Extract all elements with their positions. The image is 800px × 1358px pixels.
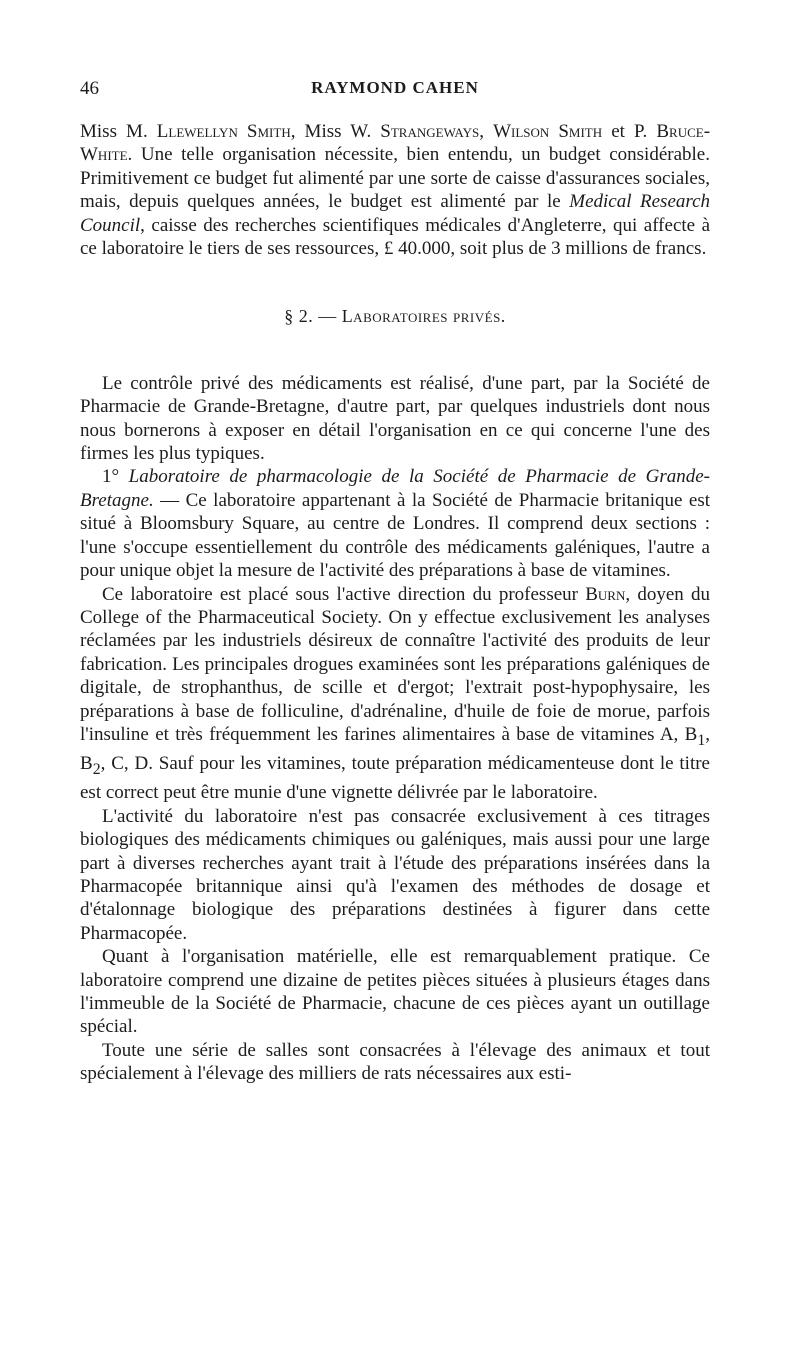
subscript: 1 [697,731,706,749]
text-run: , B [80,723,710,775]
text-run: , doyen du College of the Pharmaceutical Society. On y effectue exclusivement les analyses réclamées par les industriels désireux de connaître l'activité des produits de leur fabrication. Les principales drogues examinées sont les préparations galéniques de digitale, de strophanthus, de scille et d'ergot; l'extrait post-hypophysaire, les préparations à base de folliculine, d'adrénaline, d'huile de foie de morue, parfois l'insuline et très fréquemment les farines alimentaires à base de vitamines A, B [80,583,710,745]
author-name: Burn [585,583,626,605]
section-number: § 2. — [284,306,342,327]
text-run: , [479,121,494,142]
body-text [80,120,710,1086]
text-run: — Ce laboratoire appartenant à la Société de Pharmacie britanique est situé à Bloomsbury Square, au centre de Londres. Il comprend deux sections : l'une s'occupe essentiellement du contrôle des médicaments galéniques, l'autre a pour unique objet la mesure de l'activité des préparations à base de vitamines. [80,489,710,582]
running-title: RAYMOND CAHEN [311,78,479,97]
author-name: Llewellyn Smith [156,121,291,142]
paragraph: Quant à l'organisation matérielle, elle est remarquablement pratique. Ce laboratoire comprend une dizaine de petites pièces situées à plusieurs étages dans l'immeuble de la Société de Pharmacie, chacune de ces pièces ayant un outillage spécial. [80,946,710,1038]
subsection-title: Laboratoire de pharmacologie de la Société de Pharmacie de Grande-Bretagne. [80,466,710,511]
section-title: Laboratoires privés. [341,306,506,327]
paragraph: L'activité du laboratoire n'est pas consacrée exclusivement à ces titrages biologiques des médicaments chimiques ou galéniques, mais aussi pour une large part à diverses recherches ayant trait à l'étude des préparations insérées dans la Pharmacopée britannique ainsi qu'à l'examen des méthodes de dosage et d'étalonnage biologique des préparations destinées à figurer dans cette Pharmacopée. [80,805,710,944]
paragraph [80,583,710,805]
text-run: . Une telle organisation nécessite, bien entendu, un budget considérable. Primitivement ce budget fut alimenté par une sorte de caisse d'assurances sociales, mais, depuis quelques années, le budget est alimenté par le [80,144,710,213]
text-run: Miss M. [80,121,157,142]
text-run: , C, D. Sauf pour les vitamines, toute préparation médicamenteuse dont le titre est correct peut être munie d'une vignette délivrée par le laboratoire. [80,753,710,804]
page-header [80,78,710,108]
item-number: 1° [102,466,129,488]
text-run: , Miss W. [290,121,381,142]
paragraph [80,465,710,582]
paragraph-continuation [80,120,710,260]
author-name: Wilson Smith [493,121,603,142]
author-name: Strangeways [380,121,480,142]
author-name: Bruce-White [80,121,711,166]
italic-title: Medical Research Council [80,191,710,236]
text-run: et P. [602,121,657,142]
text-run: , caisse des recherches scientifiques médicales d'Angleterre, qui affecte à ce laboratoire le tiers de ses ressources, £ 40.000, soit plus de 3 millions de francs. [80,214,710,260]
section-heading [80,305,710,328]
paragraph: Toute une série de salles sont consacrées à l'élevage des animaux et tout spécialement à l'élevage des milliers de rats nécessaires aux esti- [80,1039,710,1085]
paragraph: Le contrôle privé des médicaments est réalisé, d'une part, par la Société de Pharmacie de Grande-Bretagne, d'autre part, par quelques industriels dont nous nous bornerons à exposer en détail l'organisation en ce qui concerne l'une des firmes les plus typiques. [80,372,710,465]
text-run: Ce laboratoire est placé sous l'active direction du professeur [102,583,586,605]
page-number: 46 [80,78,99,99]
subscript: 2 [92,760,101,778]
